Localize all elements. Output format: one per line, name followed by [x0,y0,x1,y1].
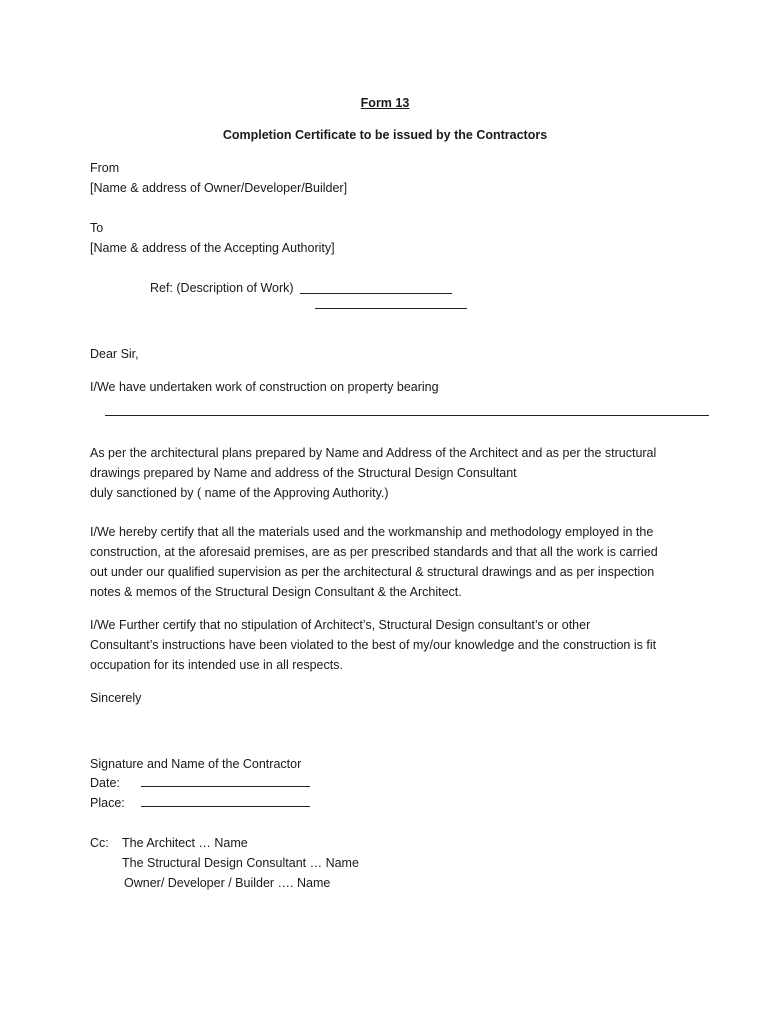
paragraph-plans [90,443,690,503]
paragraph-line: duly sanctioned by ( name of the Approving Authority.) [90,486,389,500]
from-placeholder: [Name & address of Owner/Developer/Builder] [90,181,348,195]
paragraph-line: As per the architectural plans prepared by Name and Address of the Architect and as per the structural [90,446,657,460]
date-label: Date: [90,776,120,790]
from-label: From [90,161,120,175]
place-label: Place: [90,796,125,810]
to-placeholder: [Name & address of the Accepting Authority] [90,241,335,255]
paragraph-line: occupation for its intended use in all respects. [90,658,343,672]
ref-blank-line-1[interactable] [300,293,452,294]
cc-label: Cc: [90,836,109,850]
paragraph-line: out under our qualified supervision as per the architectural & structural drawings and as per inspection [90,565,655,579]
cc-item-structural-consultant: The Structural Design Consultant … Name [122,856,359,870]
property-blank-line[interactable] [105,415,709,416]
cc-item-owner: Owner/ Developer / Builder …. Name [124,876,331,890]
paragraph-line: I/We hereby certify that all the materials used and the workmanship and methodology employed in the [90,525,654,539]
ref-blank-line-2[interactable] [315,308,467,309]
paragraph-line: I/We Further certify that no stipulation of Architect’s, Structural Design consultant’s or other [90,618,591,632]
form-title: Completion Certificate to be issued by the Contractors [222,128,548,142]
intro-text: I/We have undertaken work of construction on property bearing [90,380,439,394]
closing: Sincerely [90,691,142,705]
date-blank-line[interactable] [141,786,310,787]
cc-item-architect: The Architect … Name [122,836,248,850]
ref-label: Ref: (Description of Work) [150,281,294,295]
paragraph-line: construction, at the aforesaid premises, are as per prescribed standards and that all the work is carried [90,545,658,559]
place-blank-line[interactable] [141,806,310,807]
paragraph-line: Consultant’s instructions have been violated to the best of my/our knowledge and the construction is fit [90,638,657,652]
paragraph-line: drawings prepared by Name and address of the Structural Design Consultant [90,466,517,480]
to-label: To [90,221,104,235]
form-number: Form 13 [360,96,410,110]
paragraph-certify [90,522,690,602]
salutation: Dear Sir, [90,347,139,361]
paragraph-further-certify [90,615,690,675]
signature-label: Signature and Name of the Contractor [90,757,302,771]
paragraph-line: notes & memos of the Structural Design Consultant & the Architect. [90,585,462,599]
